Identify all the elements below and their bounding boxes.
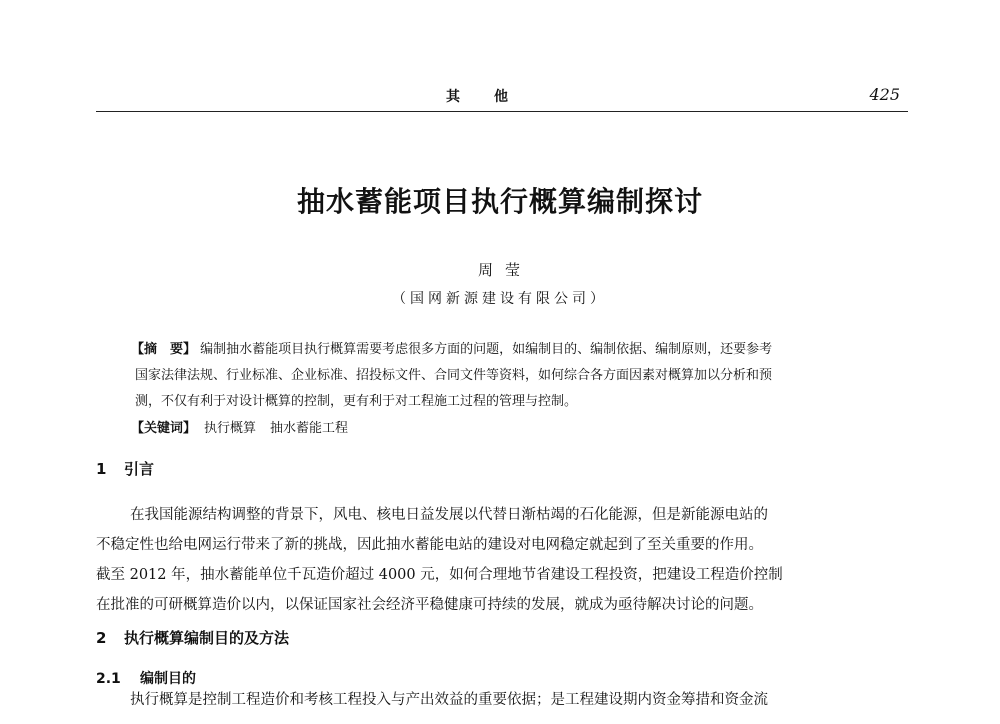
paragraph-line: 不稳定性也给电网运行带来了新的挑战，因此抽水蓄能电站的建设对电网稳定就起到了至关重要的作用。 xyxy=(96,537,763,553)
paragraph xyxy=(96,500,908,620)
paragraph-line: 在我国能源结构调整的背景下，风电、核电日益发展以代替日渐枯竭的石化能源，但是新能源电站的 xyxy=(130,507,768,523)
abstract-line: 测，不仅有利于对设计概算的控制，更有利于对工程施工过程的管理与控制。 xyxy=(135,394,578,409)
subsection-heading xyxy=(96,668,196,688)
paragraph-line: 执行概算是控制工程造价和考核工程投入与产出效益的重要依据；是工程建设期内资金筹措和资金流 xyxy=(130,692,768,708)
section-title: 引言 xyxy=(124,460,155,478)
section-number: 2 xyxy=(96,629,107,647)
paragraph-line: 截至 2012 年，抽水蓄能单位千瓦造价超过 4000 元，如何合理地节省建设工程投资，把建设工程造价控制 xyxy=(96,567,783,583)
paragraph-line: 在批准的可研概算造价以内，以保证国家社会经济平稳健康可持续的发展，就成为亟待解决讨论的问题。 xyxy=(96,597,763,613)
keywords-label: 【关键词】 xyxy=(131,421,197,436)
page-number: 425 xyxy=(869,85,900,104)
section-number: 1 xyxy=(96,460,107,478)
abstract-label: 【摘 要】 xyxy=(131,342,197,357)
paper-title: 抽水蓄能项目执行概算编制探讨 xyxy=(296,185,703,218)
subsection-number: 2.1 xyxy=(96,671,121,687)
section-heading xyxy=(96,458,154,479)
keyword: 执行概算 xyxy=(204,421,257,436)
section-heading xyxy=(96,627,289,648)
author-affiliation: （国网新源建设有限公司） xyxy=(392,291,608,307)
author-name: 周莹 xyxy=(477,261,532,279)
header-rule xyxy=(96,111,908,112)
abstract-line: 国家法律法规、行业标准、企业标准、招投标文件、合同文件等资料，如何综合各方面因素对概算加以分析和预 xyxy=(135,368,773,383)
keywords xyxy=(131,417,348,436)
running-header-section: 其他 xyxy=(446,89,542,105)
abstract xyxy=(131,337,891,415)
subsection-title: 编制目的 xyxy=(140,671,196,687)
keyword: 抽水蓄能工程 xyxy=(270,421,349,436)
abstract-line: 编制抽水蓄能项目执行概算需要考虑很多方面的问题，如编制目的、编制依据、编制原则，还要参考 xyxy=(200,342,773,357)
section-title: 执行概算编制目的及方法 xyxy=(124,629,290,647)
